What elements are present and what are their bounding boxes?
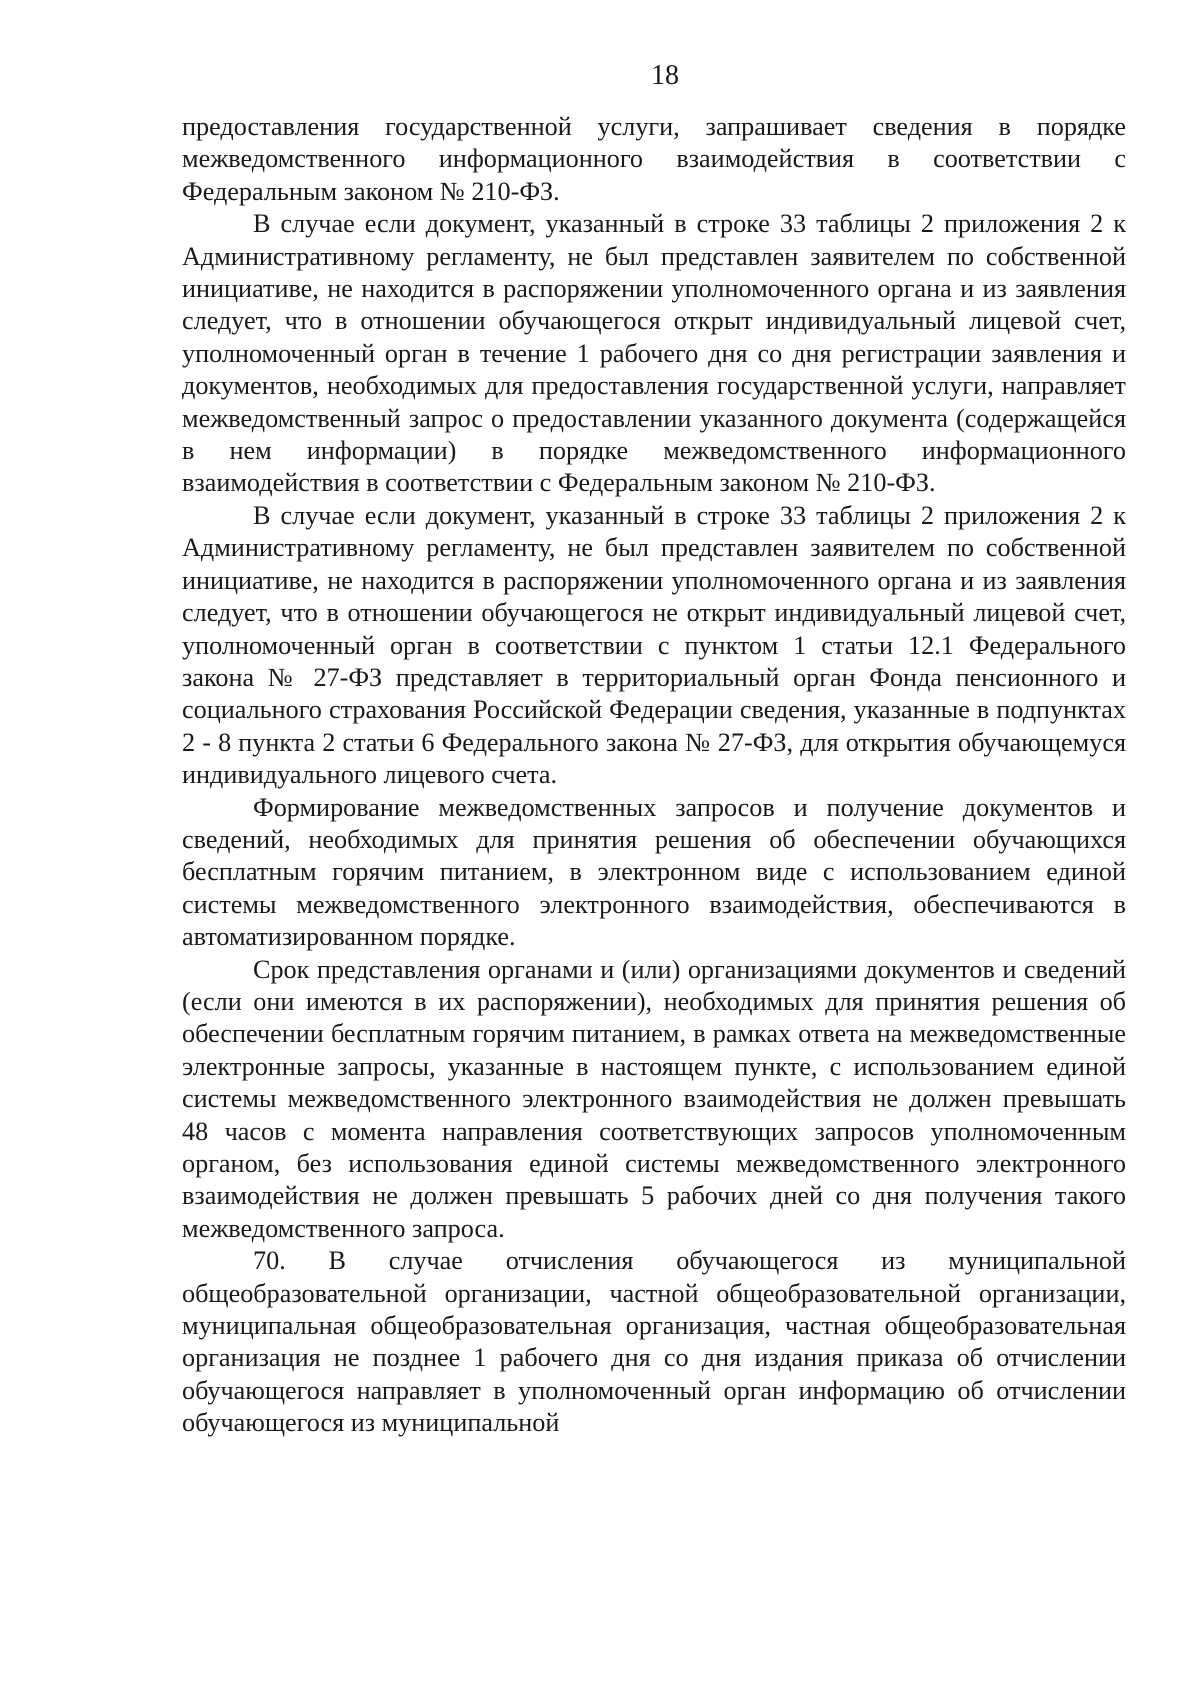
paragraph-item-70: 70. В случае отчисления обучающегося из муниципальной общеобразовательной организации, частной общеобразовательной организации, муниципальная общеобразовательная организация, частная общеобразовательная организация не позднее 1 рабочего дня со дня издания приказа об отчислении обучающегося направляет в уполномоченный орган информацию об отчислении обучающегося из муниципальной <box>182 1246 1126 1438</box>
paragraph-personal-account-not-open: В случае если документ, указанный в строке 33 таблицы 2 приложения 2 к Административному регламенту, не был представлен заявителем по собственной инициативе, не находится в распоряжении уполномоченного органа и из заявления следует, что в отношении обучающегося не открыт индивидуальный лицевой счет, уполномоченный орган в соответствии с пунктом 1 статьи 12.1 Федерального закона № 27-ФЗ представляет в территориальный орган Фонда пенсионного и социального страхования Российской Федерации сведения, указанные в подпунктах 2 - 8 пункта 2 статьи 6 Федерального закона № 27-ФЗ, для открытия обучающемуся индивидуального лицевого счета. <box>182 500 1126 790</box>
page-number: 18 <box>651 60 679 91</box>
paragraph-continuation: предоставления государственной услуги, запрашивает сведения в порядке межведомственного информационного взаимодействия в соответствии с Федеральным законом № 210-ФЗ. <box>182 112 1126 206</box>
paragraph-interdepartmental-request: В случае если документ, указанный в строке 33 таблицы 2 приложения 2 к Административному регламенту, не был представлен заявителем по собственной инициативе, не находится в распоряжении уполномоченного органа и из заявления следует, что в отношении обучающегося открыт индивидуальный лицевой счет, уполномоченный орган в течение 1 рабочего дня со дня регистрации заявления и документов, необходимых для предоставления государственной услуги, направляет межведомственный запрос о предоставлении указанного документа (содержащейся в нем информации) в порядке межведомственного информационного взаимодействия в соответствии с Федеральным законом № 210-ФЗ. <box>182 209 1126 498</box>
paragraph-response-deadline: Срок представления органами и (или) организациями документов и сведений (если они имеются в их распоряжении), необходимых для принятия решения об обеспечении бесплатным горячим питанием, в рамках ответа на межведомственные электронные запросы, указанные в настоящем пункте, с использованием единой системы межведомственного электронного взаимодействия не должен превышать 48 часов с момента направления соответствующих запросов уполномоченным органом, без использования единой системы межведомственного электронного взаимодействия не должен превышать 5 рабочих дней со дня получения такого межведомственного запроса. <box>182 954 1126 1243</box>
paragraph-automated-requests: Формирование межведомственных запросов и получение документов и сведений, необходимых для принятия решения об обеспечении обучающихся бесплатным горячим питанием, в электронном виде с использованием единой системы межведомственного электронного взаимодействия, обеспечиваются в автоматизированном порядке. <box>182 792 1126 952</box>
document-body <box>182 111 1126 1440</box>
